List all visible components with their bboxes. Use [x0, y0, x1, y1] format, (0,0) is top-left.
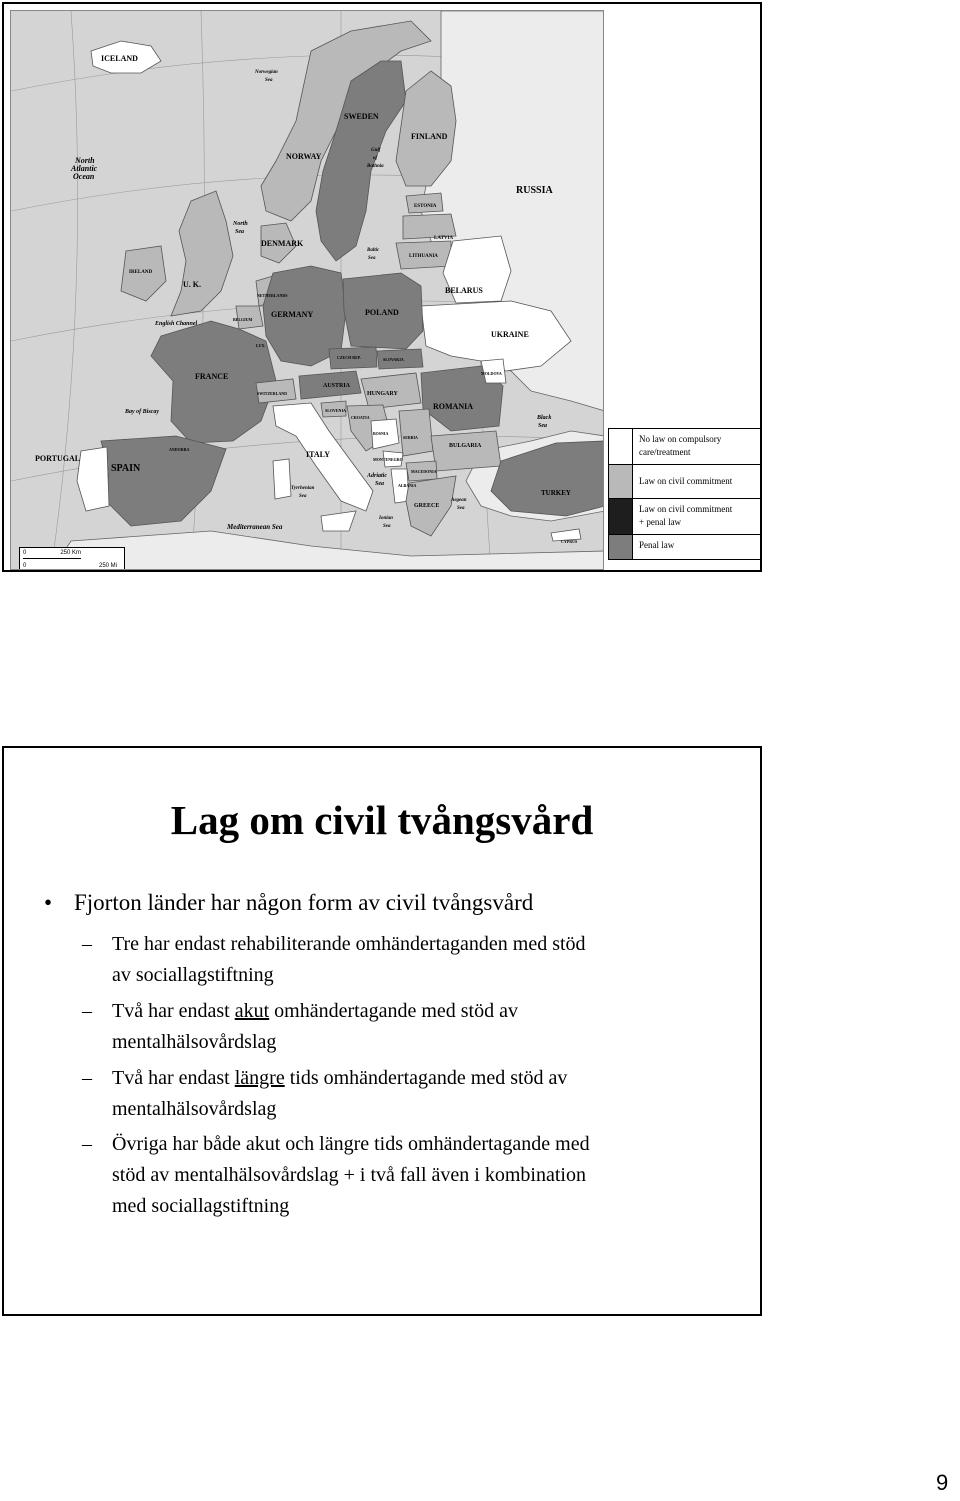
label-north-atlantic-1: North: [75, 156, 95, 165]
main-bullet-text: Fjorton länder har någon form av civil tvångsvård: [74, 890, 534, 915]
sub-item-4-line3: med sociallagstiftning: [112, 1195, 290, 1217]
label-tyrrhenian-1: Tyrrhenian: [291, 486, 315, 491]
label-iceland: ICELAND: [101, 54, 138, 63]
scale-km-line: [23, 558, 81, 559]
legend-row-civil: [609, 465, 761, 499]
sub-item-2-underlined: akut: [234, 1000, 270, 1022]
legend-label-none: [633, 429, 721, 464]
label-ireland: IRELAND: [129, 270, 153, 275]
label-macedonia: MACEDONIA: [411, 469, 437, 474]
europe-map-svg: [11, 11, 604, 570]
bullet-dot: •: [44, 890, 53, 915]
legend-row-penal: [609, 535, 761, 559]
text-slide: [2, 746, 762, 1316]
legend-swatch-civil-penal: [609, 499, 633, 534]
label-luxembourg: LUX.: [256, 343, 266, 348]
label-slovakia: SLOVAKIA: [383, 357, 404, 362]
label-turkey: TURKEY: [541, 489, 571, 497]
scale-bar: [19, 547, 125, 570]
label-adriatic-1: Adriatic: [367, 473, 388, 479]
map-slide: [2, 2, 762, 572]
legend-label-civil-penal: [633, 499, 732, 534]
label-albania: ALBANIA: [398, 483, 417, 488]
sub-item-2-dash: –: [82, 1000, 92, 1022]
label-north-sea-2: Sea: [235, 229, 244, 235]
sub-item-3-dash: –: [82, 1067, 92, 1089]
label-czech: CZECH REP.: [337, 355, 361, 360]
label-ukraine: UKRAINE: [491, 330, 529, 339]
label-andorra: ANDORRA: [169, 447, 190, 452]
label-montenegro: MONTENEGRO: [373, 457, 403, 462]
uk-shape: [171, 191, 233, 316]
label-aegean-1: Aegean: [451, 498, 467, 503]
label-austria: AUSTRIA: [323, 383, 351, 389]
sub-item-2-line2: mentalhälsovårdslag: [112, 1031, 277, 1053]
label-slovenia: SLOVENIA: [325, 408, 346, 413]
label-black-sea-2: Sea: [538, 423, 547, 429]
spain-shape: [101, 436, 226, 526]
legend-row-none: [609, 429, 761, 465]
label-bay-biscay: Bay of Biscay: [125, 409, 159, 415]
label-germany: GERMANY: [271, 310, 314, 319]
sub-item-4: [82, 1129, 732, 1222]
sub-item-1-line1: Tre har endast rehabiliterande omhändertaganden med stöd: [112, 933, 586, 955]
label-romania: ROMANIA: [433, 402, 473, 411]
label-ionian-1: Ionian: [379, 516, 393, 521]
legend-label-civil-penal-line1: Law on civil commitment: [639, 504, 733, 514]
label-estonia: ESTONIA: [414, 204, 437, 209]
sub-item-2-suffix: omhändertagande med stöd av: [269, 1000, 518, 1022]
label-finland: FINLAND: [411, 132, 448, 141]
label-switzerland: SWITZERLAND: [257, 391, 288, 396]
sub-item-4-line1: Övriga har både akut och längre tids omhändertagande med: [112, 1133, 590, 1155]
label-cyprus: CYPRUS: [561, 539, 578, 544]
sicily-shape: [321, 511, 356, 531]
label-latvia: LATVIA: [434, 236, 454, 241]
label-north-atlantic-3: Ocean: [73, 172, 95, 181]
label-uk: U. K.: [183, 280, 201, 289]
scale-mi-label: 250 Mi: [98, 563, 117, 569]
label-mediterranean: Mediterranean Sea: [227, 523, 283, 531]
label-moldova: MOLDOVA: [481, 371, 502, 376]
label-tyrrhenian-2: Sea: [299, 494, 307, 499]
legend-swatch-civil: [609, 465, 633, 498]
sub-item-1-dash: –: [82, 933, 92, 955]
legend-label-civil: Law on civil commitment: [639, 476, 733, 486]
label-belgium: BELGIUM: [233, 317, 253, 322]
label-croatia: CROATIA: [351, 415, 370, 420]
legend-row-civil-penal: [609, 499, 761, 535]
legend-label-penal: Penal law: [639, 540, 675, 550]
scale-km-label: 250 Km: [60, 550, 81, 556]
legend-label-none-line1: No law on compulsory: [639, 434, 722, 444]
label-gulf-bothnia-3: Bothnia: [367, 164, 384, 169]
europe-map: [10, 10, 604, 570]
label-italy: ITALY: [306, 450, 331, 459]
sub-item-1-line2: av sociallagstiftning: [112, 964, 274, 986]
estonia-shape: [406, 193, 443, 213]
label-netherlands: NETHERLANDS: [257, 293, 288, 298]
sub-item-3-line1: [82, 1063, 732, 1094]
sub-item-3-prefix: Två har endast: [112, 1067, 235, 1089]
label-bosnia: BOSNIA: [373, 431, 389, 436]
label-poland: POLAND: [365, 308, 399, 317]
label-greece: GREECE: [414, 503, 440, 509]
label-denmark: DENMARK: [261, 239, 304, 248]
sub-item-1: [82, 929, 732, 991]
sub-item-3-suffix: tids omhändertagande med stöd av: [284, 1067, 568, 1089]
sub-item-2-line1: [82, 996, 732, 1027]
label-sweden: SWEDEN: [344, 112, 379, 121]
label-portugal: PORTUGAL: [35, 454, 81, 463]
label-aegean-2: Sea: [457, 506, 465, 511]
scale-mi-zero: 0: [23, 563, 27, 569]
label-north-atlantic-2: Atlantic: [71, 164, 98, 173]
north-africa: [51, 531, 604, 570]
label-lithuania: LITHUANIA: [409, 254, 438, 259]
portugal-shape: [77, 447, 109, 511]
sub-item-4-line2: stöd av mentalhälsovårdslag + i två fall även i kombination: [112, 1164, 586, 1186]
label-norway: NORWAY: [286, 152, 322, 161]
label-baltic-1: Baltic: [367, 248, 380, 253]
label-belarus: BELARUS: [445, 286, 483, 295]
scale-km: [23, 550, 121, 562]
sub-item-2-prefix: Två har endast: [112, 1000, 235, 1022]
sub-item-3-line2: mentalhälsovårdslag: [112, 1098, 277, 1120]
legend-swatch-penal: [609, 535, 633, 559]
scale-mi: [23, 563, 121, 570]
bulgaria-shape: [431, 431, 501, 471]
legend-label-civil-penal-line2: + penal law: [639, 517, 682, 527]
legend-swatch-none: [609, 429, 633, 464]
sub-item-3: [82, 1063, 732, 1125]
label-spain: SPAIN: [111, 463, 141, 474]
label-bulgaria: BULGARIA: [449, 443, 482, 449]
label-black-sea-1: Black: [537, 415, 552, 421]
map-legend: [608, 428, 762, 560]
label-north-sea-1: North: [233, 221, 248, 227]
main-bullet: [44, 890, 533, 916]
sub-item-4-dash: –: [82, 1133, 92, 1155]
label-russia: RUSSIA: [516, 185, 553, 196]
label-ionian-2: Sea: [383, 524, 391, 529]
slide-title: Lag om civil tvångsvård: [170, 797, 594, 843]
label-gulf-bothnia-1: Gulf: [371, 148, 381, 153]
scale-km-zero: 0: [23, 550, 27, 556]
label-norwegian-sea-2: Sea: [265, 78, 273, 83]
label-france: FRANCE: [195, 372, 229, 381]
label-norwegian-sea-1: Norwegian: [255, 70, 278, 75]
page-number: 9: [936, 1470, 949, 1495]
france-shape: [151, 321, 276, 443]
sub-item-2: [82, 996, 732, 1058]
sub-item-3-underlined: längre: [234, 1067, 285, 1089]
legend-label-none-line2: care/treatment: [639, 447, 691, 457]
label-baltic-2: Sea: [368, 256, 376, 261]
label-hungary: HUNGARY: [367, 391, 398, 397]
serbia-shape: [399, 409, 433, 456]
label-english-channel: English Channel: [155, 321, 198, 327]
label-adriatic-2: Sea: [375, 481, 384, 487]
label-serbia: SERBIA: [403, 435, 418, 440]
sardinia-shape: [273, 459, 291, 499]
label-gulf-bothnia-2: of: [373, 156, 378, 161]
